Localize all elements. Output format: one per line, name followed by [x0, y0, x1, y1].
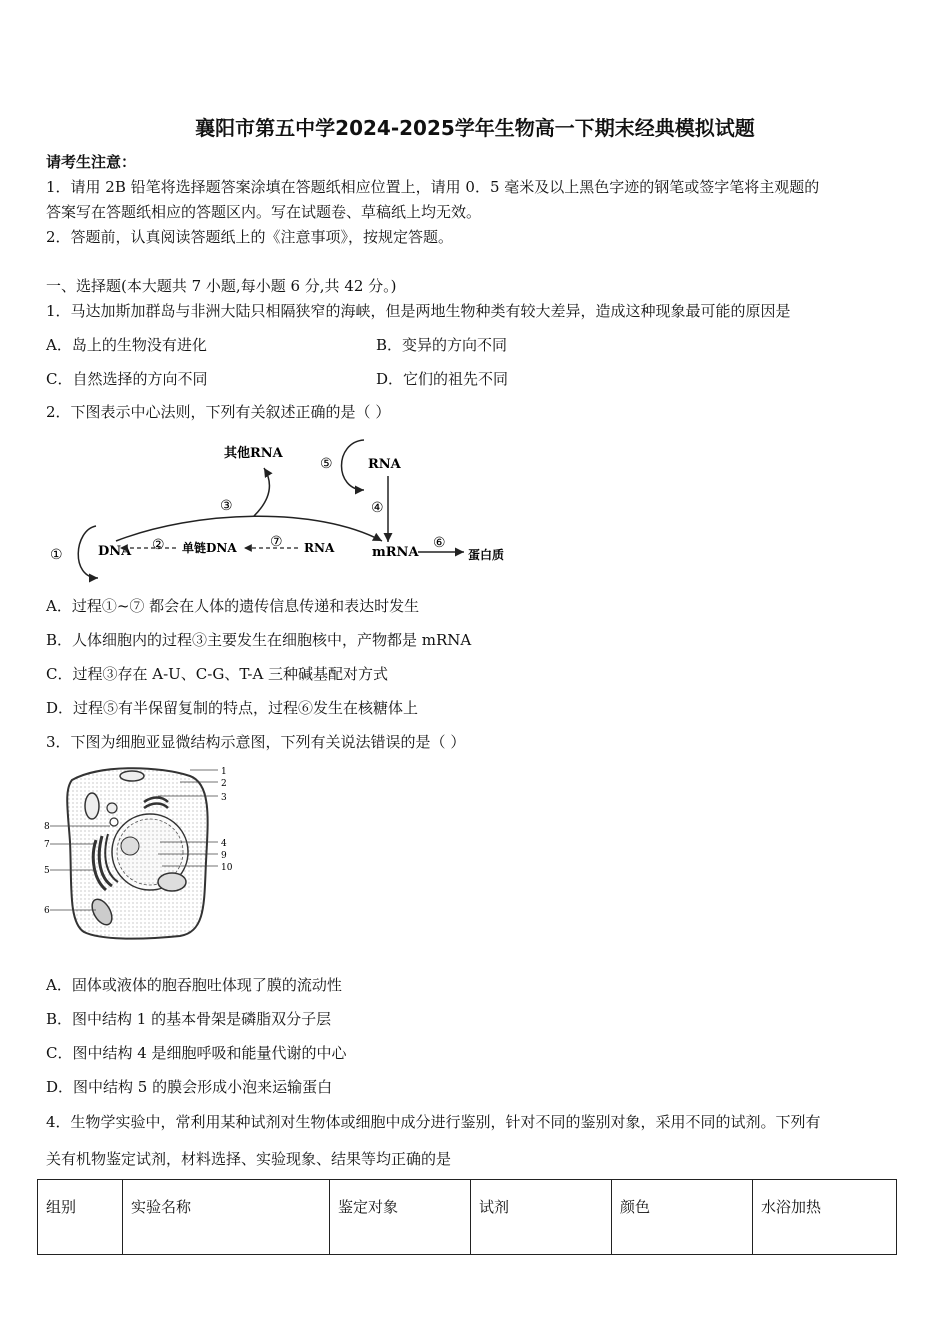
notice-heading: 请考生注意：	[46, 153, 137, 171]
protein-label: 蛋白质	[468, 548, 505, 562]
table-header-cell: 组别	[38, 1180, 123, 1255]
central-dogma-diagram	[46, 428, 526, 588]
process-2-number: ②	[152, 537, 165, 553]
process-5-number: ⑤	[320, 456, 333, 472]
cell-label-9: 9	[221, 851, 227, 861]
cell-label-3: 3	[221, 793, 227, 803]
table-header-cell: 鉴定对象	[330, 1180, 471, 1255]
cell-structure-diagram	[40, 762, 240, 942]
dna-label: DNA	[98, 544, 132, 559]
cell-label-6: 6	[44, 906, 50, 916]
q2-option-d: D．过程⑤有半保留复制的特点，过程⑥发生在核糖体上	[46, 699, 419, 717]
q1-option-c: C．自然选择的方向不同	[46, 370, 208, 388]
q1-option-b: B．变异的方向不同	[376, 336, 508, 354]
process-6-number: ⑥	[433, 535, 446, 551]
nucleolus	[121, 837, 139, 855]
cell-label-4: 4	[221, 839, 227, 849]
q2-option-b: B．人体细胞内的过程③主要发生在细胞核中，产物都是 mRNA	[46, 631, 472, 649]
q2-option-a: A．过程①~⑦ 都会在人体的遗传信息传递和表达时发生	[46, 597, 420, 615]
cell-label-7: 7	[44, 840, 50, 850]
table-header-cell: 实验名称	[123, 1180, 330, 1255]
cell-label-2: 2	[221, 779, 227, 789]
process-4-number: ④	[371, 500, 384, 516]
table-header-cell: 水浴加热	[753, 1180, 897, 1255]
q3-option-b: B．图中结构 1 的基本骨架是磷脂双分子层	[46, 1010, 332, 1028]
q1-option-a: A．岛上的生物没有进化	[46, 336, 207, 354]
notice-item-2: 2．答题前，认真阅读答题纸上的《注意事项》，按规定答题。	[46, 228, 454, 246]
q2-stem: 2．下图表示中心法则，下列有关叙述正确的是（ ）	[46, 403, 391, 421]
q3-option-c: C．图中结构 4 是细胞呼吸和能量代谢的中心	[46, 1044, 347, 1062]
q4-stem-line-2: 关有机物鉴定试剂，材料选择、实验现象、结果等均正确的是	[46, 1150, 452, 1168]
other-rna-arrow	[254, 468, 269, 516]
process-3-number: ③	[220, 498, 233, 514]
q3-option-a: A．固体或液体的胞吞胞吐体现了膜的流动性	[46, 976, 342, 994]
rna-mid-label: RNA	[304, 541, 335, 555]
cell-label-10: 10	[221, 863, 233, 873]
cell-label-5: 5	[44, 866, 50, 876]
mrna-label: mRNA	[372, 545, 419, 560]
cell-label-1: 1	[221, 767, 227, 777]
other-rna-label: 其他RNA	[224, 446, 283, 461]
q2-option-c: C．过程③存在 A-U、C-G、T-A 三种碱基配对方式	[46, 665, 389, 683]
q1-option-d: D．它们的祖先不同	[376, 370, 509, 388]
ss-dna-label: 单链DNA	[182, 541, 237, 555]
process-1-arrow	[78, 526, 98, 578]
page-title: 襄阳市第五中学2024-2025学年生物高一下期末经典模拟试题	[195, 116, 755, 140]
notice-item-1-line-1: 1．请用 2B 铅笔将选择题答案涂填在答题纸相应位置上，请用 0．5 毫米及以上黑色字迹的钢笔或签字笔将主观题的	[46, 178, 820, 196]
rna-top-label: RNA	[368, 457, 401, 472]
q3-stem: 3．下图为细胞亚显微结构示意图，下列有关说法错误的是（ ）	[46, 733, 466, 751]
notice-item-1-line-2: 答案写在答题纸相应的答题区内。写在试题卷、草稿纸上均无效。	[46, 203, 482, 221]
cell-label-8: 8	[44, 822, 50, 832]
q1-stem: 1．马达加斯加群岛与非洲大陆只相隔狭窄的海峡，但是两地生物种类有较大差异，造成这种现象最可能的原因是	[46, 302, 791, 320]
process-1-number: ①	[50, 547, 63, 563]
table-header-cell: 颜色	[612, 1180, 753, 1255]
q4-stem-line-1: 4．生物学实验中，常利用某种试剂对生物体或细胞中成分进行鉴别，针对不同的鉴别对象，采用不同的试剂。下列有	[46, 1113, 821, 1131]
q3-option-d: D．图中结构 5 的膜会形成小泡来运输蛋白	[46, 1078, 333, 1096]
process-7-number: ⑦	[270, 534, 283, 550]
table-row	[38, 1180, 897, 1255]
table-header-cell: 试剂	[471, 1180, 612, 1255]
q4-table	[37, 1179, 897, 1255]
process-5-arrow	[342, 440, 365, 490]
section-heading: 一、选择题(本大题共 7 小题,每小题 6 分,共 42 分。)	[46, 277, 397, 295]
